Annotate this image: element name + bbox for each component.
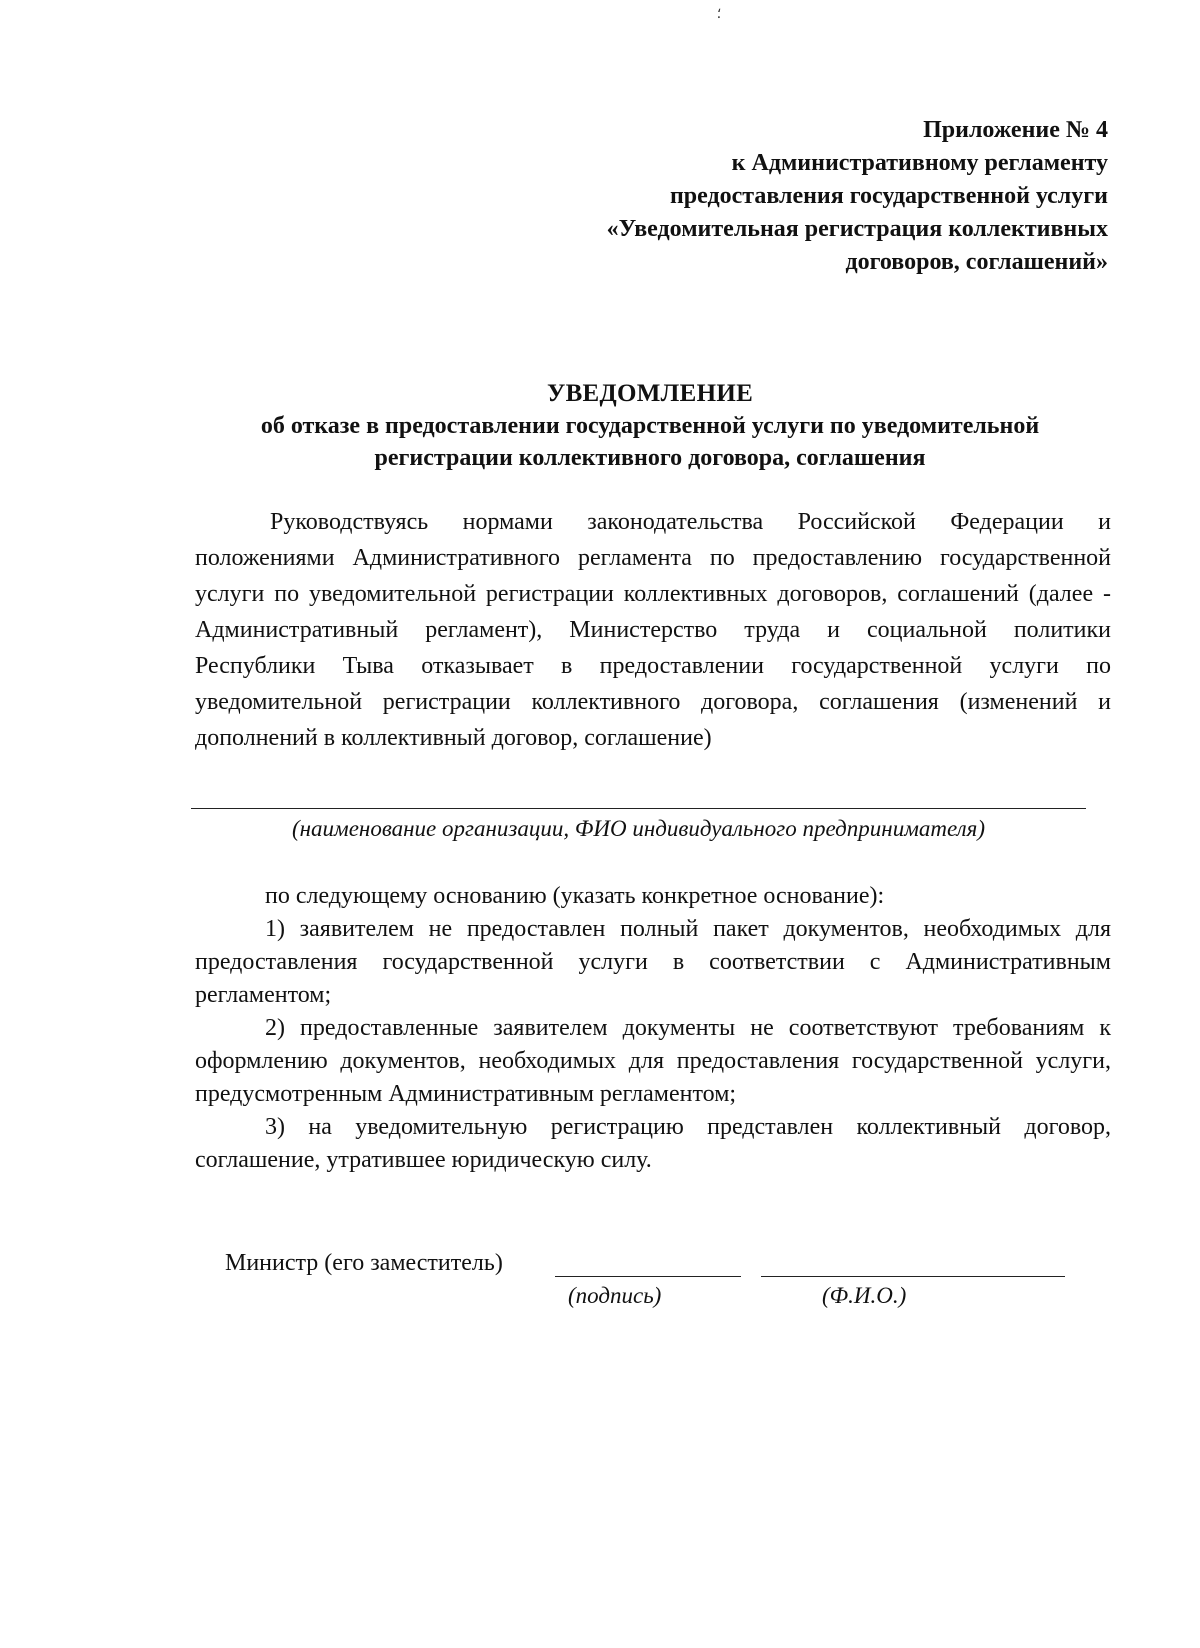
signature-block — [225, 1248, 1105, 1318]
document-title — [190, 378, 1110, 474]
scan-mark: ⸵ — [717, 7, 721, 22]
organization-caption: (наименование организации, ФИО индивидуального предпринимателя) — [291, 816, 986, 841]
signature-caption: (подпись) — [568, 1283, 662, 1308]
appendix-line: предоставления государственной услуги — [669, 183, 1108, 209]
organization-blank-line — [191, 808, 1086, 809]
grounds-intro: по следующему основанию (указать конкретное основание): — [265, 883, 885, 909]
body-paragraph: Руководствуясь нормами законодательства Российской Федерации и положениями Административного регламента по предоставлению государственной услуги по уведомительной регистрации коллективных договоров, соглашений (далее - Административный регламент), Министерство труда и социальной политики Республики Тыва отказывает в предоставлении государственной услуги по уведомительной регистрации коллективного договора, соглашения (изменений и дополнений в коллективный договор, соглашение) — [195, 509, 1111, 751]
appendix-line: «Уведомительная регистрация коллективных — [606, 216, 1108, 242]
title-subline: регистрации коллективного договора, соглашения — [374, 445, 926, 471]
name-caption: (Ф.И.О.) — [822, 1283, 907, 1308]
name-blank-line — [761, 1276, 1065, 1277]
appendix-line: договоров, соглашений» — [845, 249, 1108, 275]
ground-item: 3) на уведомительную регистрацию представлен коллективный договор, соглашение, утратившее юридическую силу. — [195, 1114, 1111, 1173]
title-subline: об отказе в предоставлении государственной услуги по уведомительной — [260, 413, 1040, 439]
title-main: УВЕДОМЛЕНИЕ — [546, 380, 754, 407]
ground-item: 2) предоставленные заявителем документы не соответствуют требованиям к оформлению документов, необходимых для предоставления государственной услуги, предусмотренным Административным регламентом; — [195, 1015, 1111, 1107]
appendix-line: Приложение № 4 — [923, 117, 1108, 143]
appendix-header — [468, 114, 1108, 279]
refusal-grounds — [195, 880, 1111, 1177]
signature-blank-line — [555, 1276, 741, 1277]
signer-label: Министр (его заместитель) — [225, 1250, 503, 1276]
appendix-line: к Административному регламенту — [731, 150, 1108, 176]
ground-item: 1) заявителем не предоставлен полный пакет документов, необходимых для предоставления государственной услуги в соответствии с Административным регламентом; — [195, 916, 1111, 1008]
